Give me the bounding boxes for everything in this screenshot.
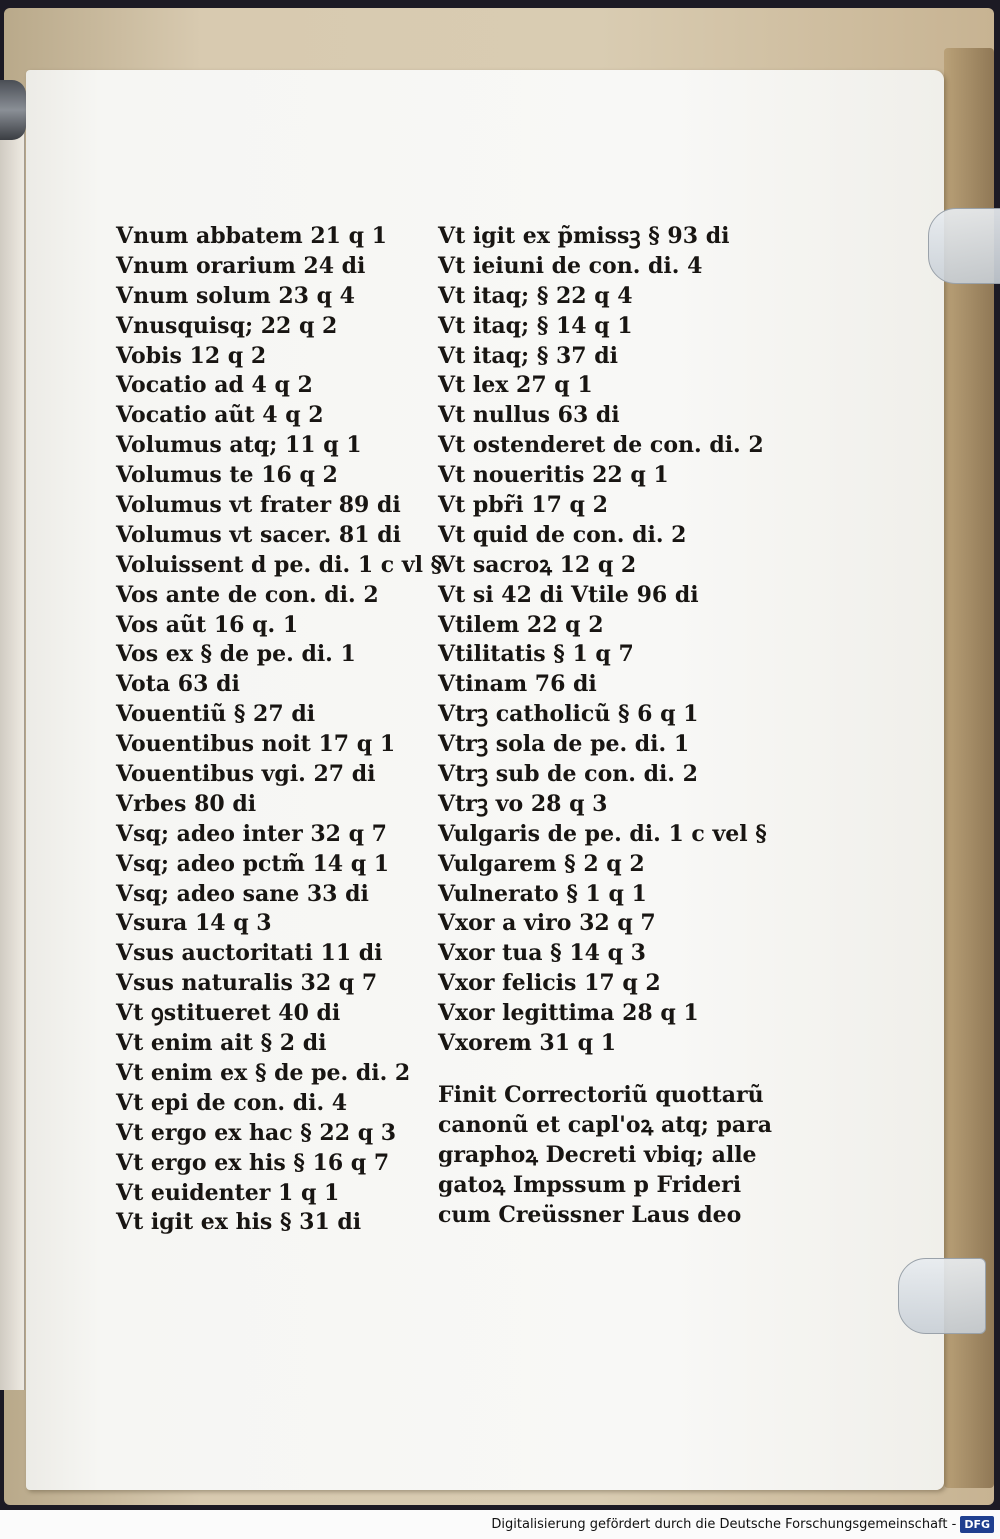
index-column-right (438, 222, 772, 1230)
index-entry: Volumus vt frater 89 di (116, 492, 401, 519)
index-entry: Vobis 12 q 2 (116, 342, 267, 369)
index-entry: Vt enim ex § de pe. di. 2 (116, 1059, 411, 1086)
index-entry: Vouentibus vgi. 27 di (116, 761, 376, 788)
index-entry: Vt itaq; § 37 di (438, 342, 619, 369)
digitization-footer (491, 1513, 994, 1535)
colophon-line: graphoꝝ Decreti vbiq; alle (438, 1141, 757, 1168)
index-entry: Vt noueritis 22 q 1 (438, 462, 669, 489)
colophon (438, 1081, 772, 1230)
footer-credit: Digitalisierung gefördert durch die Deutsche Forschungsgemeinschaft - (491, 1516, 957, 1532)
index-entry: Vt igit ex p̃missꝫ § 93 di (438, 223, 730, 249)
index-entry: Vtrꝫ sola de pe. di. 1 (438, 731, 690, 758)
index-entry: Vos ante de con. di. 2 (116, 581, 379, 608)
index-entry: Vt euidenter 1 q 1 (116, 1179, 340, 1206)
index-entry: Vsus naturalis 32 q 7 (116, 970, 378, 997)
previous-page-edge (0, 90, 25, 1390)
index-entry: Vos ex § de pe. di. 1 (116, 641, 356, 668)
colophon-line: canonũ et capl'oꝝ atq; para (438, 1111, 773, 1138)
index-entry: Vt si 42 di Vtile 96 di (438, 581, 699, 608)
index-entry: Vouentibus noit 17 q 1 (116, 731, 396, 758)
index-entry: Vulgaris de pe. di. 1 c vel § (438, 820, 767, 847)
index-entry: Vsura 14 q 3 (116, 910, 272, 937)
index-entry: Vt ergo ex hac § 22 q 3 (116, 1119, 397, 1146)
index-entry: Vocatio aũt 4 q 2 (116, 402, 324, 429)
index-entry: Vt pbr̃i 17 q 2 (438, 492, 608, 519)
index-entry: Vsq; adeo inter 32 q 7 (116, 820, 387, 847)
book-clasp (0, 80, 26, 140)
index-entry: Vt lex 27 q 1 (438, 372, 593, 399)
index-entry: Vtinam 76 di (438, 671, 597, 698)
index-entry: Vt enim ait § 2 di (116, 1030, 327, 1057)
index-entry: Vsq; adeo sane 33 di (116, 880, 369, 907)
index-entry: Vtilitatis § 1 q 7 (438, 641, 634, 668)
index-entry: Vt epi de con. di. 4 (116, 1089, 348, 1116)
index-entry: Vxor tua § 14 q 3 (438, 940, 646, 967)
colophon-line: cum Creüssner Laus deo (438, 1201, 742, 1228)
index-entry: Vt nullus 63 di (438, 402, 620, 429)
index-entry: Vocatio ad 4 q 2 (116, 372, 313, 399)
index-entry: Vulnerato § 1 q 1 (438, 880, 647, 907)
index-entry: Vnum solum 23 q 4 (116, 282, 355, 309)
index-entry: Volumus te 16 q 2 (116, 462, 338, 489)
index-entry: Vtrꝫ catholicũ § 6 q 1 (438, 701, 699, 728)
colophon-line: Finit Correctoriũ quottarũ (438, 1081, 764, 1108)
index-entry: Vtilem 22 q 2 (438, 611, 604, 638)
index-entry: Vxor felicis 17 q 2 (438, 970, 661, 997)
index-entry: Vt ꝯstitueret 40 di (116, 1000, 341, 1027)
clip-tab-bottom (898, 1258, 986, 1334)
index-entry: Vsus auctoritati 11 di (116, 940, 383, 967)
index-entry: Vt igit ex his § 31 di (116, 1209, 362, 1236)
index-entry: Vt ieiuni de con. di. 4 (438, 252, 703, 279)
index-entry: Vxor legittima 28 q 1 (438, 1000, 699, 1027)
index-entry: Vt itaq; § 14 q 1 (438, 312, 633, 339)
index-entry: Vt itaq; § 22 q 4 (438, 282, 633, 309)
colophon-line: gatoꝝ Impssum p Frideri (438, 1171, 742, 1198)
index-entry: Vtrꝫ vo 28 q 3 (438, 790, 608, 817)
index-entry: Vsq; adeo pctm̃ 14 q 1 (116, 850, 390, 877)
index-entry: Vt ergo ex his § 16 q 7 (116, 1149, 390, 1176)
index-entry: Vxorem 31 q 1 (438, 1030, 617, 1057)
index-entry: Vrbes 80 di (116, 790, 257, 817)
index-entry: Voluissent d pe. di. 1 c vl § (116, 551, 443, 578)
index-entry: Vnusquisq; 22 q 2 (116, 312, 338, 339)
clip-tab-top (928, 208, 1000, 284)
index-entry: Vt sacroꝝ 12 q 2 (438, 551, 637, 578)
index-entry: Vulgarem § 2 q 2 (438, 850, 645, 877)
index-entry: Vnum orarium 24 di (116, 252, 366, 279)
index-entry: Vt ostenderet de con. di. 2 (438, 432, 764, 459)
index-entries-right (438, 222, 772, 1059)
index-entry: Vxor a viro 32 q 7 (438, 910, 656, 937)
index-entry: Vnum abbatem 21 q 1 (116, 223, 387, 249)
dfg-logo: DFG (960, 1516, 994, 1533)
index-entry: Vtrꝫ sub de con. di. 2 (438, 761, 698, 788)
index-entry: Vt quid de con. di. 2 (438, 521, 687, 548)
index-column-left (116, 222, 442, 1238)
index-entry: Volumus atq; 11 q 1 (116, 432, 362, 459)
index-entry: Vos aũt 16 q. 1 (116, 611, 299, 638)
index-entry: Vouentiũ § 27 di (116, 701, 316, 728)
index-entry: Vota 63 di (116, 671, 240, 698)
index-entry: Volumus vt sacer. 81 di (116, 521, 401, 548)
